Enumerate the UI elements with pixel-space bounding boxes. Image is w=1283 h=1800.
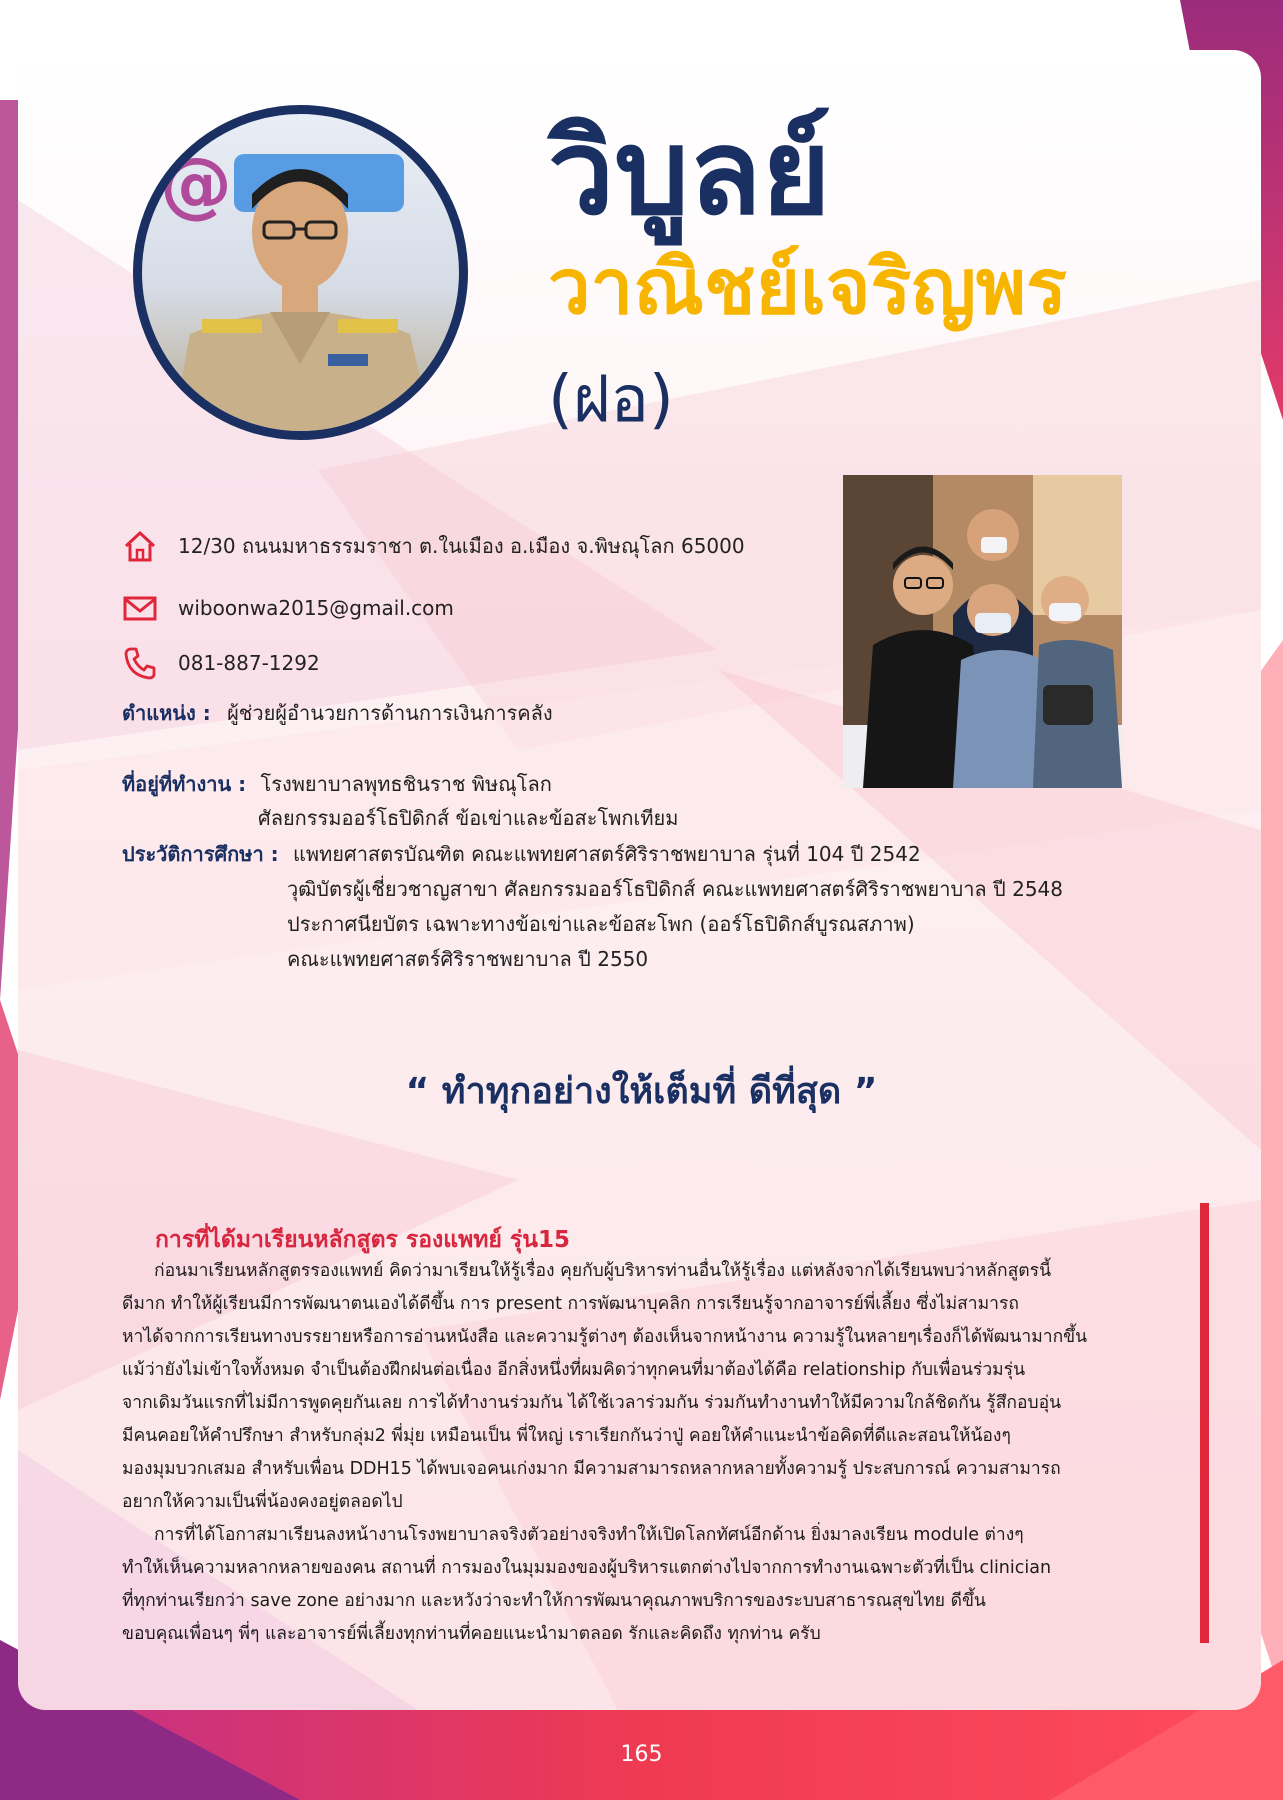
last-name: วาณิชย์เจริญพร [548,242,1067,331]
contact-email[interactable]: wiboonwa2015@gmail.com [178,596,454,620]
workplace-line-1: โรงพยาบาลพุทธชินราช พิษณุโลก [260,772,552,796]
workplace-line-2: ศัลยกรรมออร์โธปิดิกส์ ข้อเข่าและข้อสะโพกเทียม [258,806,679,830]
education-line-2: วุฒิบัตรผู้เชี่ยวชาญสาขา ศัลยกรรมออร์โธปิดิกส์ คณะแพทยศาสตร์ศิริราชพยาบาล ปี 2548 [287,877,1063,901]
position-label: ตำแหน่ง : [122,701,211,725]
page-number: 165 [620,1742,663,1767]
essay-title: การที่ได้มาเรียนหลักสูตร รองแพทย์ รุ่น15 [155,1227,570,1253]
essay-line: ดีมาก ทำให้ผู้เรียนมีการพัฒนาตนเองได้ดีขึ้น การ present การพัฒนาบุคลิก การเรียนรู้จากอาจารย์พี่เลี้ยง ซึ่งไม่สามารถ [122,1294,1019,1314]
home-icon [122,528,158,564]
position-row [122,697,553,729]
education-row [122,838,921,870]
essay-line: จากเดิมวันแรกที่ไม่มีการพูดคุยกันเลย การได้ทำงานร่วมกัน ได้ใช้เวลาร่วมกัน ร่วมกันทำงานทำให้มีความใกล้ชิดกัน รู้สึกอบอุ่น [122,1393,1062,1413]
contact-phone[interactable]: 081-887-1292 [178,651,320,675]
group-photo [843,475,1122,788]
position-value: ผู้ช่วยผู้อำนวยการด้านการเงินการคลัง [227,701,553,725]
first-name: วิบูลย์ [548,103,831,241]
workplace-label: ที่อยู่ที่ทำงาน : [122,772,247,796]
essay-line: อยากให้ความเป็นพี่น้องคงอยู่ตลอดไป [122,1492,403,1512]
essay-line: ขอบคุณเพื่อนๆ พี่ๆ และอาจารย์พี่เลี้ยงทุกท่านที่คอยแนะนำมาตลอด รักและคิดถึง ทุกท่าน ครับ [122,1624,821,1644]
contact-phone-row [122,645,320,681]
portrait-illustration [142,114,459,431]
profile-portrait [133,105,468,440]
essay-accent-bar [1200,1203,1209,1643]
motto-quote: “ ทำทุกอย่างให้เต็มที่ ดีที่สุด ” [405,1071,878,1112]
essay-line: ก่อนมาเรียนหลักสูตรรองแพทย์ คิดว่ามาเรียนให้รู้เรื่อง คุยกับผู้บริหารท่านอื่นให้รู้เรื่อง แต่หลังจากได้เรียนพบว่าหลักสูตรนี้ [154,1261,1052,1281]
nickname: (ฝอ) [548,363,674,437]
education-line-4: คณะแพทยศาสตร์ศิริราชพยาบาล ปี 2550 [287,947,649,971]
essay-line: หาได้จากการเรียนทางบรรยายหรือการอ่านหนังสือ และความรู้ต่างๆ ต้องเห็นจากหน้างาน ความรู้ในหลายๆเรื่องก็ได้พัฒนามากขึ้น [122,1327,1088,1347]
essay-line: แม้ว่ายังไม่เข้าใจทั้งหมด จำเป็นต้องฝึกฝนต่อเนื่อง อีกสิ่งหนึ่งที่ผมคิดว่าทุกคนที่มาต้องได้คือ relationship กับเพื่อนร่วมรุ่น [122,1360,1026,1380]
education-line-1: แพทยศาสตรบัณฑิต คณะแพทยศาสตร์ศิริราชพยาบาล รุ่นที่ 104 ปี 2542 [293,842,921,866]
education-label: ประวัติการศึกษา : [122,842,279,866]
contact-email-row [122,590,454,626]
essay-line: ที่ทุกท่านเรียกว่า save zone อย่างมาก และหวังว่าจะทำให้การพัฒนาคุณภาพบริการของระบบสาธารณสุขไทย ดีขึ้น [122,1591,986,1611]
essay-line: การที่ได้โอกาสมาเรียนลงหน้างานโรงพยาบาลจริงตัวอย่างจริงทำให้เปิดโลกทัศน์อีกด้าน ยิ่งมาลงเรียน module ต่างๆ [154,1525,1024,1545]
essay-line: ทำให้เห็นความหลากหลายของคน สถานที่ การมองในมุมมองของผู้บริหารแตกต่างไปจากการทำงานเฉพาะตัวที่เป็น clinician [122,1558,1052,1578]
contact-address: 12/30 ถนนมหาธรรมราชา ต.ในเมือง อ.เมือง จ.พิษณุโลก 65000 [178,534,745,558]
phone-icon [122,645,158,681]
mail-icon [122,590,158,626]
education-line-3: ประกาศนียบัตร เฉพาะทางข้อเข่าและข้อสะโพก (ออร์โธปิดิกส์บูรณสภาพ) [287,912,915,936]
essay-line: มีคนคอยให้คำปรึกษา สำหรับกลุ่ม2 พี่มุ่ย เหมือนเป็น พี่ใหญ่ เราเรียกกันว่าปู่ คอยให้คำแนะนำข้อคิดที่ดีและสอนให้น้องๆ [122,1426,1011,1446]
group-photo-illustration [843,475,1122,788]
workplace-row [122,768,552,800]
essay-body [122,1255,1182,1651]
essay-line: มองมุมบวกเสมอ สำหรับเพื่อน DDH15 ได้พบเจอคนเก่งมาก มีความสามารถหลากหลายทั้งความรู้ ประสบการณ์ ความสามารถ [122,1459,1061,1479]
contact-address-row [122,528,745,564]
svg-text:@: @ [160,142,232,226]
